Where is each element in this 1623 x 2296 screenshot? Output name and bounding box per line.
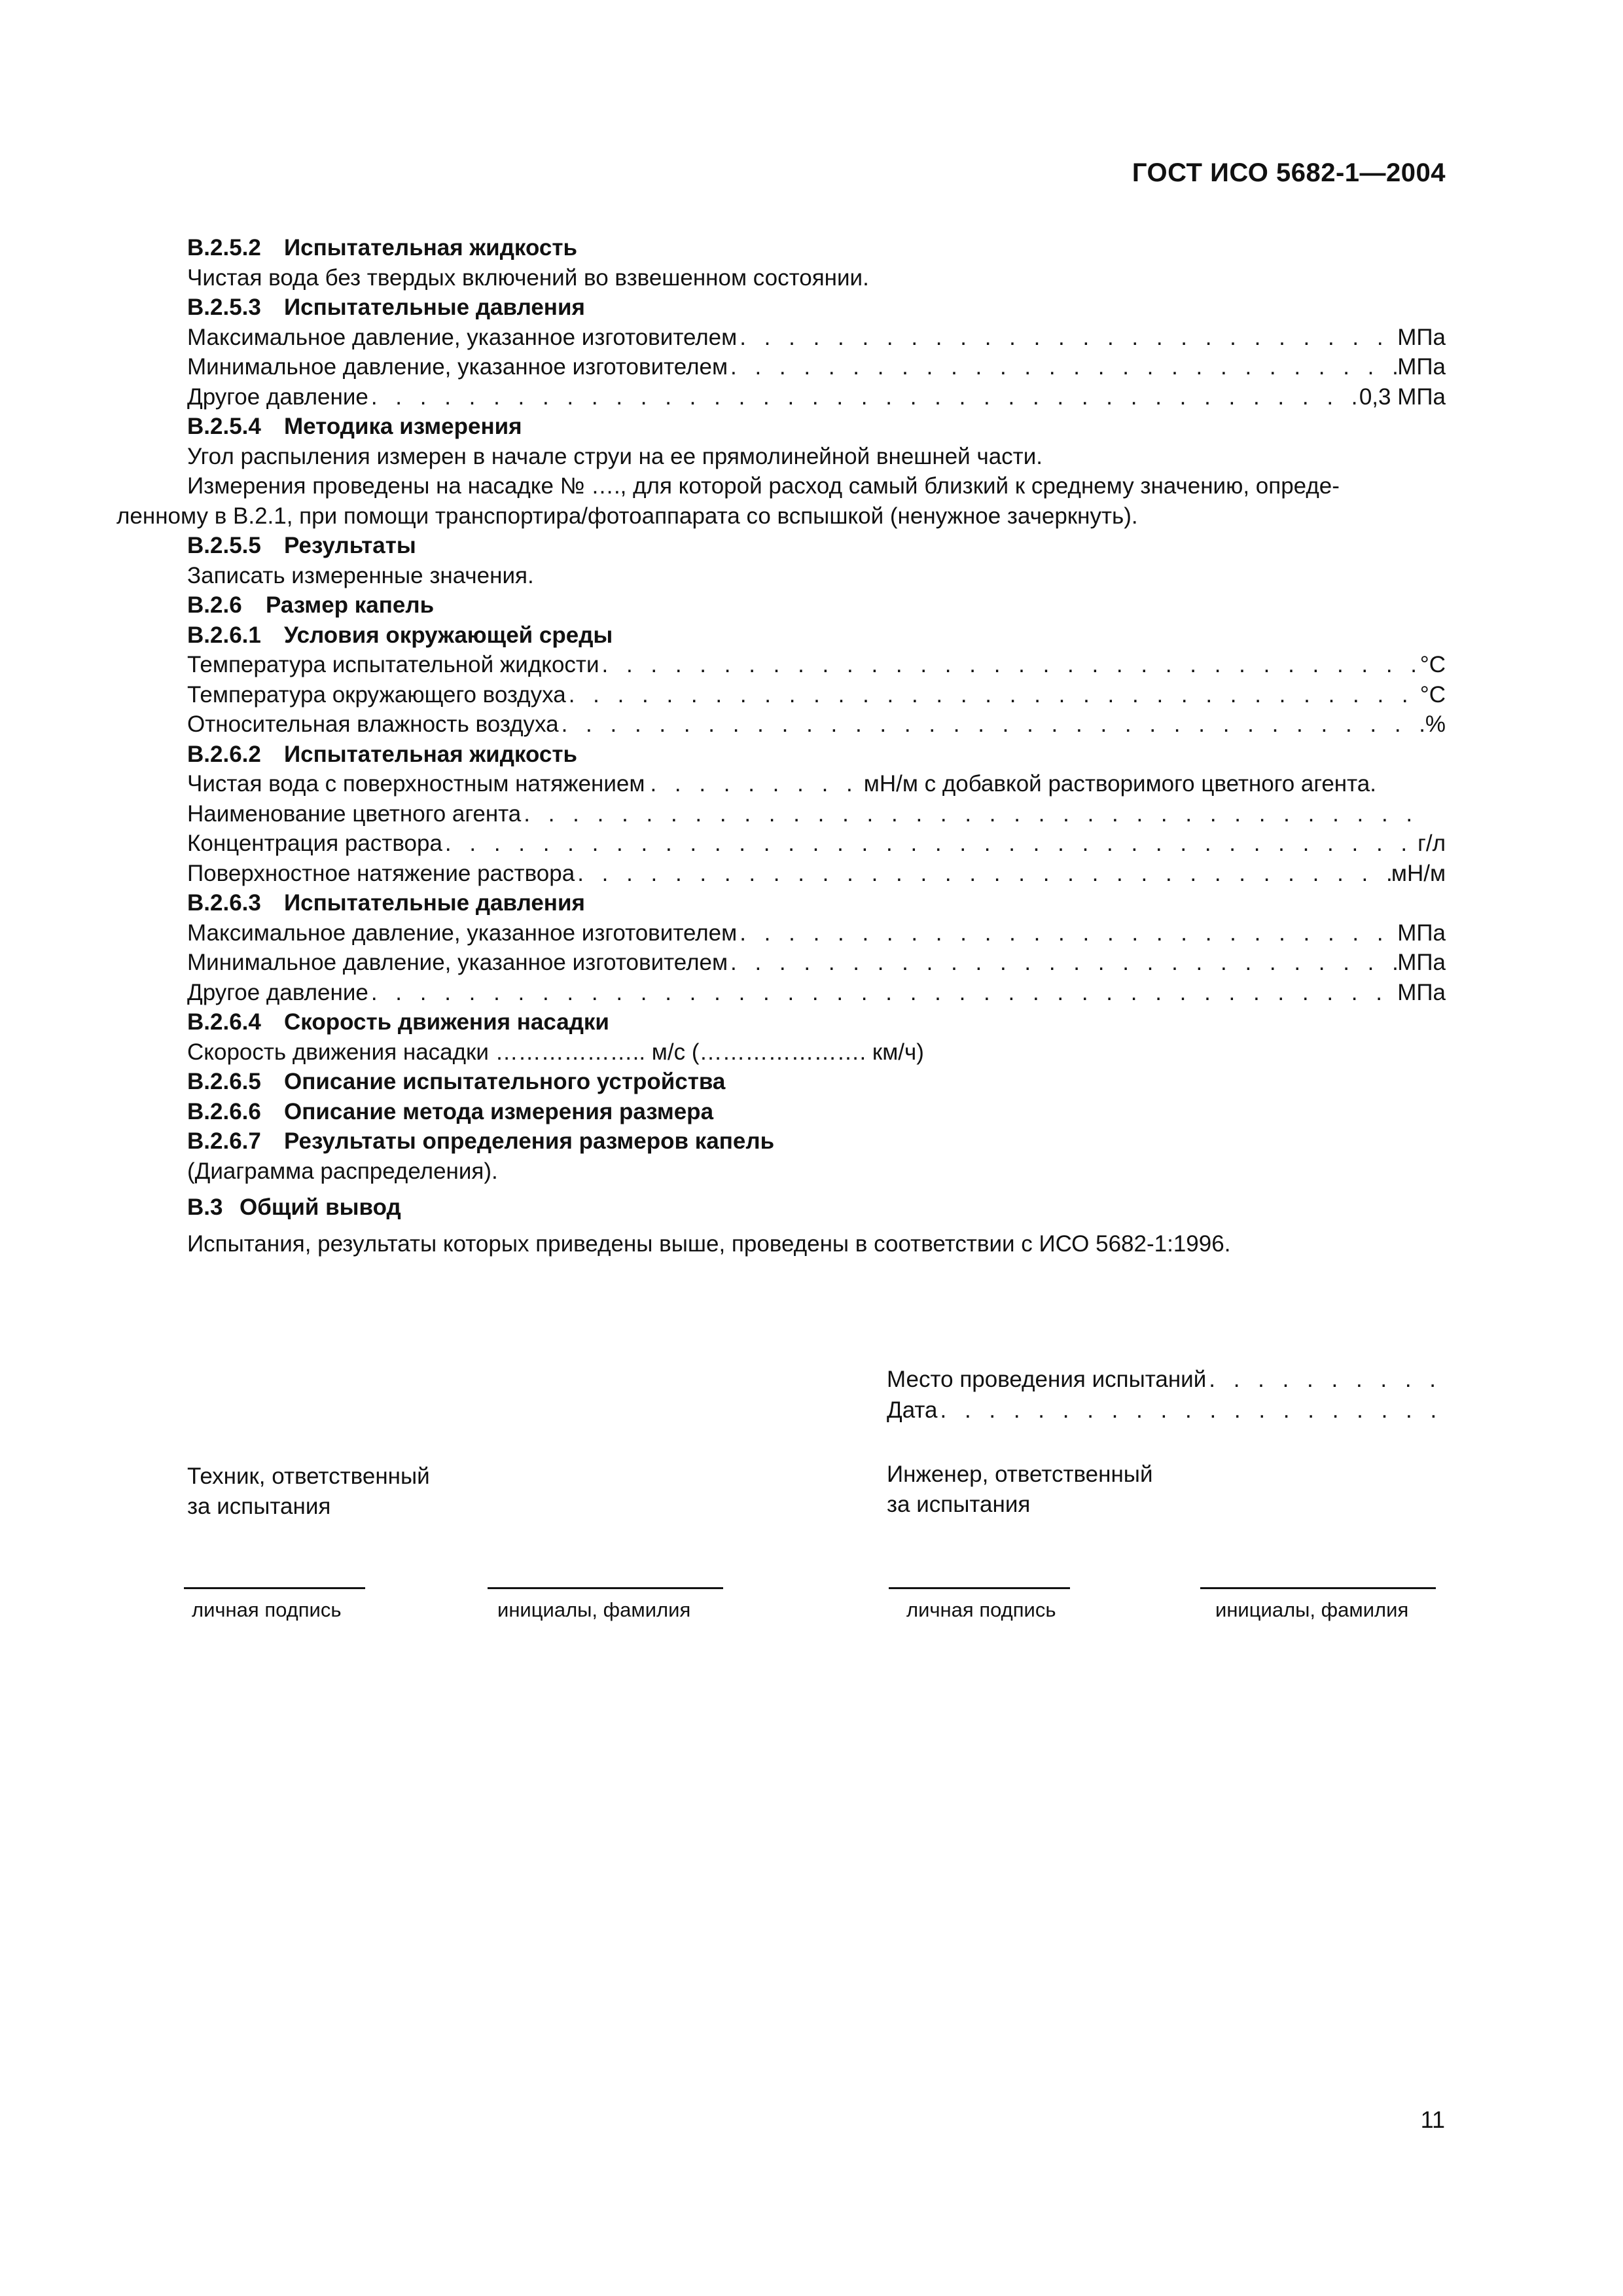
technician-title-cont: за испытания (187, 1493, 331, 1519)
section-heading (187, 740, 1446, 770)
paragraph: Скорость движения насадки ……………….. м/с (…………………. км/ч) (187, 1039, 924, 1065)
section-title: Размер капель (266, 592, 435, 618)
signature-line (1200, 1587, 1436, 1589)
section-number: В.2.6.1 (187, 622, 261, 648)
field-label: Наименование цветного агента (187, 800, 522, 827)
section-number: В.2.5.2 (187, 235, 261, 260)
form-field-row (187, 709, 1446, 740)
section-number: В.2.5.3 (187, 295, 261, 320)
field-label: Минимальное давление, указанное изготовителем (187, 950, 728, 975)
section-heading (187, 531, 1446, 561)
paragraph-line: ленному в В.2.1, при помощи транспортира/фотоаппарата со вспышкой (ненужное зачеркнуть). (116, 503, 1138, 529)
section-number: В.2.6.7 (187, 1128, 261, 1154)
field-label: Температура испытательной жидкости (187, 652, 599, 677)
section-title: Описание метода измерения размера (284, 1098, 714, 1124)
name-caption: инициалы, фамилия (497, 1598, 691, 1621)
engineer-title-cont: за испытания (887, 1491, 1031, 1517)
engineer-block (887, 1460, 1345, 1519)
form-field-row (187, 650, 1446, 680)
dot-leader (737, 323, 1397, 353)
form-field-row (187, 829, 1446, 859)
section-title: Методика измерения (284, 414, 522, 439)
section-number: В.2.6.4 (187, 1009, 261, 1035)
signature-line (184, 1587, 365, 1589)
section-title: Испытательные давления (284, 890, 585, 916)
field-label: Чистая вода с поверхностным натяжением (187, 771, 645, 797)
signature-line (488, 1587, 723, 1589)
field-unit: МПа (1397, 950, 1446, 975)
engineer-title: Инженер, ответственный (887, 1462, 1153, 1487)
dot-leader (368, 382, 1359, 412)
field-label: Дата (887, 1397, 938, 1423)
field-unit: мН/м (1391, 860, 1446, 886)
name-caption: инициалы, фамилия (1215, 1598, 1409, 1621)
dot-leader (521, 799, 1430, 829)
field-unit: г/л (1418, 831, 1446, 856)
form-field-row (187, 382, 1446, 412)
section-title: Условия окружающей среды (284, 622, 613, 648)
section-heading (187, 1126, 1446, 1157)
section-heading (187, 412, 1446, 442)
form-field-row (887, 1395, 1436, 1426)
section-number: В.3 (187, 1194, 223, 1220)
form-field-row (187, 769, 1446, 799)
section-heading (187, 1097, 1446, 1127)
paragraph-line: Измерения проведены на насадке № …., для которой расход самый близкий к среднему значению, опреде- (187, 473, 1340, 499)
dot-leader (368, 978, 1397, 1008)
field-label: Концентрация раствора (187, 831, 442, 856)
field-unit: % (1425, 711, 1446, 737)
section-heading (187, 1193, 1446, 1223)
field-label: Максимальное давление, указанное изготовителем (187, 920, 738, 946)
signature-caption: личная подпись (192, 1598, 342, 1621)
field-unit: МПа (1397, 354, 1446, 380)
field-unit: мН/м с добавкой растворимого цветного агента. (863, 771, 1376, 797)
dot-leader (575, 859, 1391, 889)
field-label: Другое давление (187, 979, 368, 1005)
document-body (116, 233, 1446, 1259)
form-field-row (187, 680, 1446, 710)
dot-leader (559, 709, 1425, 740)
section-title: Описание испытательного устройства (284, 1069, 726, 1094)
field-label: Поверхностное натяжение раствора (187, 860, 575, 886)
section-number: В.2.5.4 (187, 414, 261, 439)
section-title: Общий вывод (240, 1194, 401, 1220)
page-number: 11 (1420, 2106, 1445, 2133)
dot-leader: . . . . . . . . . (650, 771, 859, 797)
section-number: В.2.6.3 (187, 890, 261, 916)
form-field-row (187, 352, 1446, 382)
form-field-row (187, 918, 1446, 948)
section-title: Испытательная жидкость (284, 235, 578, 260)
dot-leader (938, 1395, 1436, 1426)
section-title: Результаты определения размеров капель (284, 1128, 775, 1154)
dot-leader (599, 650, 1420, 680)
section-heading (187, 293, 1446, 323)
field-label: Минимальное давление, указанное изготовителем (187, 354, 728, 380)
technician-block (187, 1462, 580, 1521)
form-field-row (187, 948, 1446, 978)
section-heading (187, 590, 1446, 620)
section-title: Испытательные давления (284, 295, 585, 320)
dot-leader (442, 829, 1418, 859)
signature-caption: личная подпись (906, 1598, 1056, 1621)
paragraph: Испытания, результаты которых приведены выше, проведены в соответствии с ИСО 5682-1:1996. (187, 1230, 1231, 1257)
section-number: В.2.6.2 (187, 741, 261, 767)
form-field-row (887, 1365, 1436, 1395)
form-field-row (187, 323, 1446, 353)
section-number: В.2.6.6 (187, 1098, 261, 1124)
field-unit: 0,3 МПа (1359, 384, 1446, 410)
section-title: Скорость движения насадки (284, 1009, 609, 1035)
section-heading (187, 888, 1446, 918)
field-unit: °С (1419, 681, 1446, 708)
section-title: Результаты (284, 533, 416, 558)
section-heading (187, 1007, 1446, 1037)
field-label: Температура окружающего воздуха (187, 681, 566, 708)
field-unit: МПа (1397, 324, 1446, 350)
form-field-row (187, 978, 1446, 1008)
field-unit: МПа (1397, 979, 1446, 1005)
document-standard-id: ГОСТ ИСО 5682-1—2004 (1132, 158, 1446, 187)
paragraph: Записать измеренные значения. (187, 562, 534, 588)
dot-leader (1206, 1365, 1436, 1395)
signature-line (889, 1587, 1070, 1589)
section-heading (187, 620, 1446, 651)
field-label: Место проведения испытаний (887, 1367, 1207, 1392)
paragraph: Угол распыления измерен в начале струи на ее прямолинейной внешней части. (187, 443, 1043, 469)
dot-leader (728, 352, 1397, 382)
dot-leader (737, 918, 1397, 948)
paragraph: (Диаграмма распределения). (187, 1158, 498, 1184)
paragraph: Чистая вода без твердых включений во взвешенном состоянии. (187, 264, 869, 291)
form-field-row (187, 799, 1446, 829)
field-label: Максимальное давление, указанное изготовителем (187, 324, 738, 350)
test-location-block (887, 1365, 1436, 1426)
dot-leader (728, 948, 1397, 978)
field-unit: °С (1419, 652, 1446, 677)
section-number: В.2.5.5 (187, 533, 261, 558)
form-field-row (187, 859, 1446, 889)
field-unit: МПа (1397, 920, 1446, 946)
dot-leader (566, 680, 1420, 710)
section-title: Испытательная жидкость (284, 741, 578, 767)
section-number: В.2.6.5 (187, 1069, 261, 1094)
section-heading (187, 1067, 1446, 1097)
section-heading (187, 233, 1446, 263)
field-label: Другое давление (187, 384, 368, 410)
technician-title: Техник, ответственный (187, 1463, 430, 1489)
section-number: В.2.6 (187, 592, 242, 618)
field-label: Относительная влажность воздуха (187, 711, 559, 737)
